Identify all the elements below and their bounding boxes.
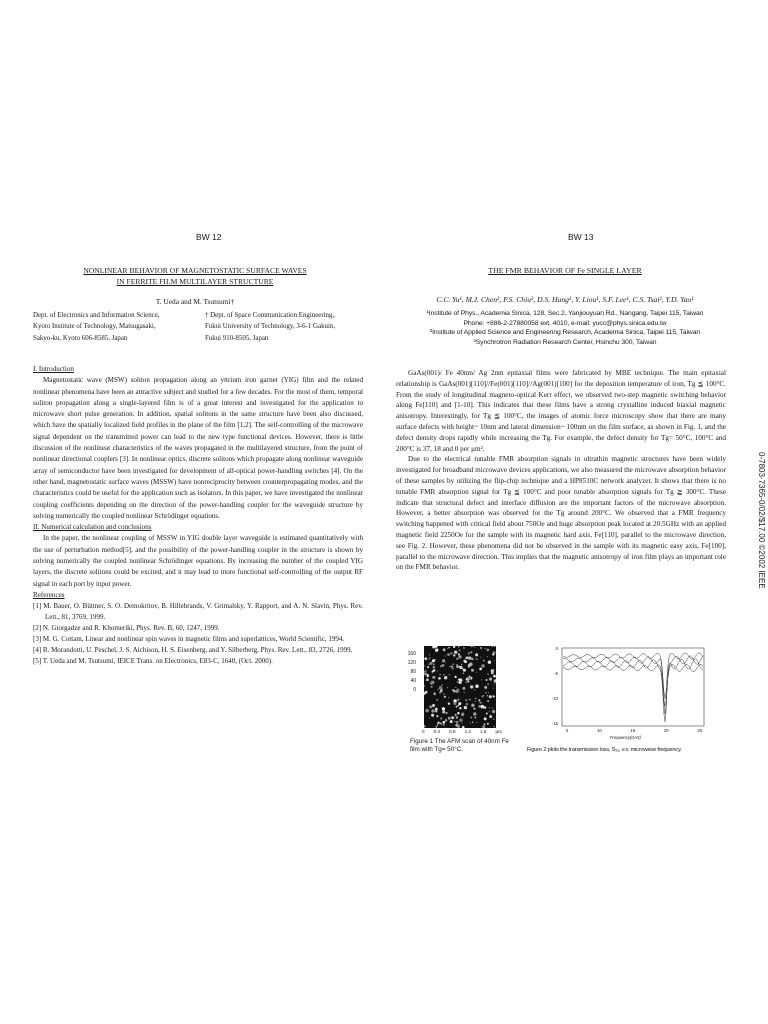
- tick-label: 1.6: [480, 729, 487, 734]
- reference-item: [3] M. G. Cottam, Linear and nonlinear spin waves in magnetic films and superlattices, World Scientific, 1994.: [33, 635, 345, 644]
- afm-speckle: [459, 650, 461, 652]
- tick-label: μm: [495, 729, 502, 734]
- figure-2-caption: Figure 2 plots the transmission loss, S₂₁, v.s. microwave frequency.: [527, 747, 682, 753]
- afm-speckle: [470, 685, 473, 688]
- afm-speckle: [468, 652, 470, 654]
- afm-speckle: [429, 662, 432, 665]
- afm-speckle: [473, 708, 475, 710]
- tick-label: 0.4: [433, 729, 441, 734]
- afm-speckle: [458, 705, 460, 707]
- afm-speckle: [431, 686, 433, 688]
- afm-speckle: [483, 695, 484, 696]
- afm-speckle: [456, 664, 457, 665]
- afm-speckle: [448, 717, 451, 720]
- afm-speckle: [465, 699, 467, 701]
- afm-speckle: [481, 695, 483, 697]
- tick-label: 5: [566, 728, 569, 733]
- afm-speckle: [427, 674, 429, 676]
- afm-speckle: [430, 682, 433, 685]
- figure-2: [540, 646, 710, 744]
- afm-speckle: [471, 717, 472, 718]
- afm-speckle: [429, 705, 432, 708]
- afm-speckle: [445, 719, 447, 721]
- afm-speckle: [456, 665, 459, 668]
- fig2-x-label: Frequency(GHz): [610, 735, 641, 740]
- caption-line: film with Tg= 50°C.: [410, 746, 463, 753]
- afm-speckle: [427, 666, 429, 668]
- reference-item: [4] R. Morandotti, U. Peschel, J. S. Aichison, H. S. Eisenberg, and Y. Silberberg, Phys. Rev. Lett., 83, 2726, 1999.: [33, 646, 353, 655]
- afm-speckle: [429, 654, 430, 655]
- afm-x-ticks: [422, 729, 502, 734]
- tick-label: 0: [422, 729, 425, 734]
- afm-speckle: [424, 657, 427, 660]
- afm-speckle: [462, 714, 464, 716]
- left-session-label: BW 12: [196, 232, 222, 242]
- numerical-heading: II. Numerical calculation and conclusions: [33, 523, 152, 532]
- afm-speckle: [493, 719, 494, 720]
- scale-label: 0: [413, 687, 416, 693]
- afm-speckle: [426, 678, 429, 681]
- afm-speckle: [435, 708, 438, 711]
- afm-speckle: [485, 692, 487, 694]
- afm-speckle: [493, 669, 494, 670]
- afm-speckle: [447, 653, 450, 656]
- scale-label: 80: [410, 669, 416, 675]
- afm-speckle: [481, 705, 484, 708]
- afm-speckle: [431, 709, 434, 712]
- afm-speckle: [493, 675, 496, 678]
- figure-1-caption: [410, 738, 509, 754]
- afm-speckle: [452, 689, 454, 691]
- afm-speckle: [461, 664, 462, 665]
- figure-1: [396, 646, 526, 734]
- afm-speckle: [484, 723, 486, 725]
- afm-speckle: [432, 704, 434, 706]
- afm-speckle: [440, 723, 442, 725]
- afm-speckle: [487, 695, 488, 696]
- right-session-label: BW 13: [568, 232, 594, 242]
- afm-speckle: [451, 716, 454, 719]
- afm-speckle: [481, 664, 484, 667]
- afm-speckle: [478, 699, 480, 701]
- afm-speckle: [442, 659, 445, 662]
- afm-speckle: [435, 726, 437, 728]
- reference-item: [2] N. Giorgadze and R. Khomeriki, Phys. Rev. B, 60, 1247, 1999.: [33, 624, 220, 633]
- afm-speckle: [445, 662, 446, 663]
- afm-speckle: [429, 718, 430, 719]
- afm-speckle: [485, 648, 486, 649]
- scale-label: 120: [407, 660, 416, 666]
- left-title-line1: NONLINEAR BEHAVIOR OF MAGNETOSTATIC SURFACE WAVES: [83, 266, 307, 275]
- aff-line: † Dept. of Space Communication Engineering,: [205, 312, 335, 319]
- transmission-curve: [563, 659, 703, 722]
- afm-speckle: [474, 647, 475, 648]
- afm-speckle: [441, 707, 442, 708]
- afm-speckle: [443, 721, 446, 724]
- afm-speckle: [487, 723, 489, 725]
- afm-speckle: [457, 689, 460, 692]
- afm-speckle: [464, 660, 467, 663]
- afm-speckle: [493, 696, 495, 698]
- tick-label: 1.2: [464, 729, 471, 734]
- right-body: [396, 368, 726, 573]
- afm-speckle: [453, 702, 456, 705]
- afm-speckle: [458, 679, 460, 681]
- tick-label: -5: [554, 671, 558, 676]
- afm-speckle: [494, 660, 495, 661]
- afm-speckle: [479, 668, 482, 671]
- tick-label: 0.8: [449, 729, 456, 734]
- afm-speckle: [475, 701, 476, 702]
- afm-speckle: [445, 712, 447, 714]
- afm-speckle: [470, 651, 472, 653]
- afm-speckle: [475, 698, 477, 700]
- transmission-curve: [563, 656, 703, 714]
- afm-speckle: [462, 687, 465, 690]
- right-paragraph-1: GaAs(001)/ Fe 40nm/ Ag 2nm epitaxial films were fabricated by MBE technique. The main epitaxial relationship is GaAs(001)[110]//Fe(001)[110]//Ag(001)[100] for the deposition temperature of iron, Tg ≦ 100°C. From the study of longitudinal magneto-optical Kerr effect, we observed two-step magnetic switching behavior along Fe[110] and [1-10]. This indicates that these films have a strong crystalline induced biaxial magnetic anisotropy. Interestingly, for Tg ≦ 100°C, the images of atomic force microscopy show that there are many surface defects with height~ 10nm and lateral dimension~ 100nm on the film surface, as shown in Fig. 1, and the defect density drops rapidly while increasing the Tg. For example, the defect density for Tg= 50°C, 100°C and 200°C is 37, 18 and 0 per μm².: [396, 369, 726, 453]
- right-paper-title: THE FMR BEHAVIOR OF Fe SINGLE LAYER: [488, 266, 642, 275]
- afm-speckle: [494, 683, 495, 684]
- afm-speckle: [442, 707, 445, 710]
- afm-speckle: [455, 716, 457, 718]
- afm-speckle: [489, 695, 492, 698]
- afm-speckle: [432, 676, 435, 679]
- afm-image: [424, 646, 496, 728]
- afm-speckle: [455, 687, 456, 688]
- afm-speckle: [436, 715, 438, 717]
- caption-line: Figure 1 The AFM scan of 40nm Fe: [410, 738, 509, 745]
- afm-speckle: [436, 649, 437, 650]
- afm-speckle: [425, 709, 429, 713]
- fig2-x-ticks: [566, 728, 702, 733]
- left-affiliation-2: [205, 310, 335, 344]
- afm-speckle: [475, 717, 477, 719]
- afm-speckle: [447, 687, 448, 688]
- reference-list: [33, 601, 363, 667]
- references-heading: References: [33, 590, 65, 599]
- afm-speckle: [439, 674, 440, 675]
- tick-label: 25: [697, 728, 702, 733]
- left-title-line2: IN FERRITE FILM MULTILAYER STRUCTURE: [116, 276, 274, 286]
- transmission-curve: [563, 664, 703, 706]
- afm-speckle: [443, 648, 446, 651]
- afm-speckle: [468, 657, 469, 658]
- afm-speckle: [444, 696, 446, 698]
- afm-speckle: [448, 647, 450, 649]
- afm-speckle: [454, 650, 458, 654]
- afm-speckle: [457, 699, 459, 701]
- left-paper-title: [30, 266, 360, 287]
- afm-speckle: [459, 718, 463, 722]
- afm-speckle: [455, 714, 457, 716]
- afm-speckle: [435, 695, 436, 696]
- tick-label: 20: [663, 728, 669, 733]
- afm-speckle: [454, 721, 455, 722]
- afm-speckle: [494, 726, 496, 728]
- afm-speckle: [438, 688, 440, 690]
- afm-speckle: [476, 672, 477, 673]
- afm-speckle: [443, 693, 444, 694]
- afm-speckle: [432, 659, 435, 662]
- afm-speckle: [492, 707, 493, 708]
- afm-speckle: [439, 686, 443, 690]
- afm-speckle: [489, 707, 490, 708]
- afm-speckle: [463, 669, 466, 672]
- afm-speckle: [470, 722, 471, 723]
- afm-speckle: [432, 672, 433, 673]
- aff-line: Fukui University of Technology, 3-6-1 Gakuin,: [205, 323, 336, 331]
- afm-speckle: [448, 703, 450, 705]
- aff-line: Sakyo-ku, Kyoto 606-8585, Japan: [33, 334, 128, 342]
- afm-speckle: [429, 659, 430, 660]
- afm-speckle: [475, 685, 478, 688]
- afm-speckle: [425, 673, 426, 674]
- afm-speckle: [488, 660, 491, 663]
- copyright-margin-text: 0-7803-7365-0/02/$17.00 ©2002 IEEE: [757, 452, 766, 589]
- afm-speckle: [466, 682, 467, 683]
- aff-line: Fukui 910-8505, Japan: [205, 334, 269, 342]
- afm-speckle: [455, 691, 456, 692]
- afm-speckle: [484, 686, 487, 689]
- affiliation-1: ¹Institute of Phys., Academia Sinica, 128, Sec.2, Yanjiouyuan Rd., Nangang, Taipei 115, Taiwan: [426, 310, 704, 317]
- afm-speckle: [463, 647, 465, 649]
- afm-speckle: [475, 653, 478, 656]
- afm-speckle: [450, 652, 452, 654]
- afm-speckle: [452, 663, 454, 665]
- afm-speckle: [437, 724, 438, 725]
- aff-line: Dept. of Electronics and Information Science,: [33, 312, 160, 319]
- afm-speckle: [484, 717, 487, 720]
- reference-item: [5] T. Ueda and M. Tsutsumi, IEICE Trans. on Electronics, E83-C, 1640, (Oct. 2000).: [33, 657, 273, 666]
- afm-speckle: [429, 657, 430, 658]
- intro-heading: I. Introduction: [33, 365, 74, 373]
- afm-speckle: [451, 667, 453, 669]
- afm-speckle: [441, 685, 442, 686]
- afm-speckle: [472, 722, 473, 723]
- afm-speckle: [491, 672, 494, 675]
- intro-paragraph: Magnetostatic wave (MSW) soliton propagation along an yttrium iron garnet (YIG) film and the related nonlinear phenomena have been an attractive subject and studied for a few decades. For the most of them, temporal soliton propagation along a single-layered film is of a great interest and investigated for the application to microwave short pulse generation. In addition, spatial solitons in the same structure have been also discussed, which have the spatially localized field profiles in the plane of the film [1,2]. The self-controlling of the microwave signal dependent on the transmitted power can lead to the new type functional devices. However, there is little discussion of the nonlinear characteristics of the waves propagated in the multilayered structure, from the point of nonlinear directional couplers [3]. In nonlinear optics, discrete solitons which propagate along nonlinear waveguide array of semiconductor have been investigated for development of all-optical power-handling switches [4]. On the other hand, magnetostatic surface waves (MSSW) have nonreciprocity between counterpropagating modes, and the characteristics could be useful for the application such as isolators. In this paper, we have investigated the nonlinear coupling coefficients depending on the direction of the power-handling coupler for the waveguide structure by solving numerically the coupled nonlinear Schrödinger equations.: [33, 376, 363, 520]
- afm-speckle: [458, 702, 461, 705]
- afm-speckle: [468, 677, 471, 680]
- afm-speckle: [454, 676, 456, 678]
- numerical-paragraph: In the paper, the nonlinear coupling of MSSW in YIG double layer waveguide is estimated quantitatively with the use of perturbation method[5], and the possibility of the power-handling coupler in the structure is shown by solving numerically the coupled nonlinear Schrödinger equations. By increasing the number of the coupled YIG layers, the discrete solitons could be excited, and it may lead to more functional self-controlling of the output RF signal in each port by input power.: [33, 534, 363, 588]
- afm-speckle: [459, 666, 462, 669]
- afm-speckle: [466, 703, 468, 705]
- afm-speckle: [454, 651, 455, 652]
- scale-label: 40: [410, 678, 416, 684]
- afm-speckle: [433, 663, 435, 665]
- afm-speckle: [447, 648, 448, 649]
- afm-speckle: [473, 712, 477, 716]
- afm-speckle: [448, 697, 449, 698]
- afm-speckle: [467, 680, 469, 682]
- afm-speckle: [480, 647, 482, 649]
- afm-speckle: [443, 724, 445, 726]
- afm-speckle: [433, 669, 436, 672]
- reference-item: [1] M. Bauer, O. Büttner, S. O. Demokritov, B. Hillebrands, V. Grimalsky, Y. Rapport, and A. N. Slavin, Phys. Rev. Lett., 81, 3769, 1999.: [33, 602, 363, 622]
- transmission-curve: [563, 653, 703, 699]
- tick-label: 0: [555, 646, 558, 651]
- afm-speckle: [489, 715, 492, 718]
- right-authors: C.C. Yu¹, M.J. Chen², P.S. Chiu², D.S. Hung³, Y. Liou¹, S.F. Lee¹, C.S. Tsai², Y.D. Yao¹: [436, 295, 694, 304]
- left-affiliation-1: [33, 310, 159, 344]
- afm-speckle: [459, 707, 461, 709]
- affiliation-3: ³Synchrotron Radiation Research Center, Hsinchu 300, Taiwan: [473, 338, 657, 346]
- affiliation-1-contact: Phone: +886-2-27880058 ext. 4010, e-mail: yucc@phys.sinica.edu.tw: [463, 319, 667, 327]
- afm-speckle: [457, 725, 460, 728]
- afm-speckle: [443, 674, 445, 676]
- afm-speckle: [424, 666, 425, 667]
- afm-speckle: [456, 721, 459, 724]
- afm-speckle: [450, 720, 453, 723]
- afm-speckle: [469, 663, 473, 667]
- tick-label: -10: [551, 696, 558, 701]
- afm-speckle: [481, 702, 482, 703]
- afm-speckle: [445, 656, 446, 657]
- afm-speckle: [476, 659, 477, 660]
- afm-speckle: [458, 646, 459, 647]
- right-paragraph-2: Due to the electrical tunable FMR absorption signals in ultrathin magnetic structures have been widely investigated for broadband microwave devices applications, we also measured the microwave absorption behavior of these samples by utilizing the flip-chip technique and a HP8510C network analyzer. It shows that there is no tunable FMR absorption signal for Tg ≦ 100°C and poor tunable absorption signals for Tg ≧ 300°C. These indicate that structural defect and interface diffusion are the important factors of the microwave absorption. However, a better absorption was observed for the Tg around 200°C. We observed that a FMR frequency switching happened with critical field about 750Oe and huge absorption peak located at 20.5GHz with an applied magnetic field 2250Oe for the sample with its magnetic hard axis, Fe[110], parallel to the microwave direction, see Fig. 2. However, these phenomena did not be observed in the sample with its magnetic easy axis, Fe[100], parallel to the microwave direction. This implies that the magnetic anisotropy of iron film plays an important role on the FMR behavior.: [396, 455, 726, 572]
- afm-speckle: [487, 656, 488, 657]
- afm-speckle: [481, 679, 482, 680]
- afm-scale-labels: [396, 646, 416, 695]
- afm-speckle: [486, 649, 489, 652]
- afm-speckle: [440, 717, 442, 719]
- afm-speckle: [435, 648, 438, 651]
- afm-speckle: [456, 658, 458, 660]
- afm-speckle: [424, 670, 427, 673]
- afm-speckle: [458, 653, 460, 655]
- afm-speckle: [456, 706, 458, 708]
- afm-speckle: [437, 722, 439, 724]
- fig2-y-ticks: [540, 646, 558, 726]
- afm-speckle: [487, 683, 489, 685]
- afm-speckle: [492, 710, 495, 713]
- afm-speckle: [459, 691, 460, 692]
- affiliation-2: ²Institute of Applied Science and Engineering Research, Academia Sinica, Taipei 115, Taiwan: [429, 329, 701, 337]
- afm-speckle: [464, 692, 465, 693]
- afm-speckle: [488, 692, 489, 693]
- afm-speckle: [440, 689, 443, 692]
- afm-speckle: [493, 688, 494, 689]
- afm-speckle: [471, 704, 474, 707]
- afm-speckle: [431, 714, 434, 717]
- afm-speckle: [436, 699, 437, 700]
- afm-speckle: [486, 713, 488, 715]
- afm-speckle: [433, 666, 436, 669]
- left-authors: T. Ueda and M. Tsutsumi†: [155, 297, 235, 306]
- left-body: [33, 364, 363, 667]
- afm-speckle: [457, 712, 459, 714]
- afm-speckle: [442, 664, 445, 667]
- afm-speckle: [480, 702, 481, 703]
- afm-speckle: [458, 655, 461, 658]
- afm-speckle: [428, 664, 429, 665]
- afm-speckle: [457, 681, 459, 683]
- afm-speckle: [474, 689, 475, 690]
- plot-curves: [563, 653, 703, 722]
- afm-speckle: [492, 654, 494, 656]
- afm-speckle: [483, 660, 485, 662]
- afm-speckle: [471, 669, 474, 672]
- afm-speckle: [438, 677, 441, 680]
- afm-speckle: [489, 678, 492, 681]
- tick-label: 10: [597, 728, 602, 733]
- afm-speckle: [433, 693, 435, 695]
- afm-speckle: [480, 657, 481, 658]
- right-affiliations: [380, 309, 750, 347]
- afm-speckle: [437, 670, 438, 671]
- tick-label: 15: [630, 728, 636, 733]
- scale-label: 160: [407, 651, 416, 657]
- afm-speckle: [486, 679, 488, 681]
- afm-speckle: [469, 699, 470, 700]
- afm-speckle: [453, 654, 455, 656]
- aff-line: Kyoto Institute of Technology, Matsugasaki,: [33, 323, 156, 331]
- afm-speckle: [476, 722, 477, 723]
- afm-speckle: [463, 672, 464, 673]
- afm-speckle: [489, 711, 490, 712]
- afm-speckle: [464, 706, 467, 709]
- afm-speckle: [444, 676, 447, 679]
- afm-speckle: [468, 654, 469, 655]
- afm-speckle: [461, 723, 462, 724]
- afm-speckle: [442, 710, 445, 713]
- afm-speckle: [487, 673, 489, 675]
- afm-speckle: [487, 700, 489, 702]
- tick-label: -15: [551, 721, 558, 726]
- afm-speckle: [449, 674, 450, 675]
- afm-speckle: [449, 666, 450, 667]
- afm-speckle: [440, 665, 442, 667]
